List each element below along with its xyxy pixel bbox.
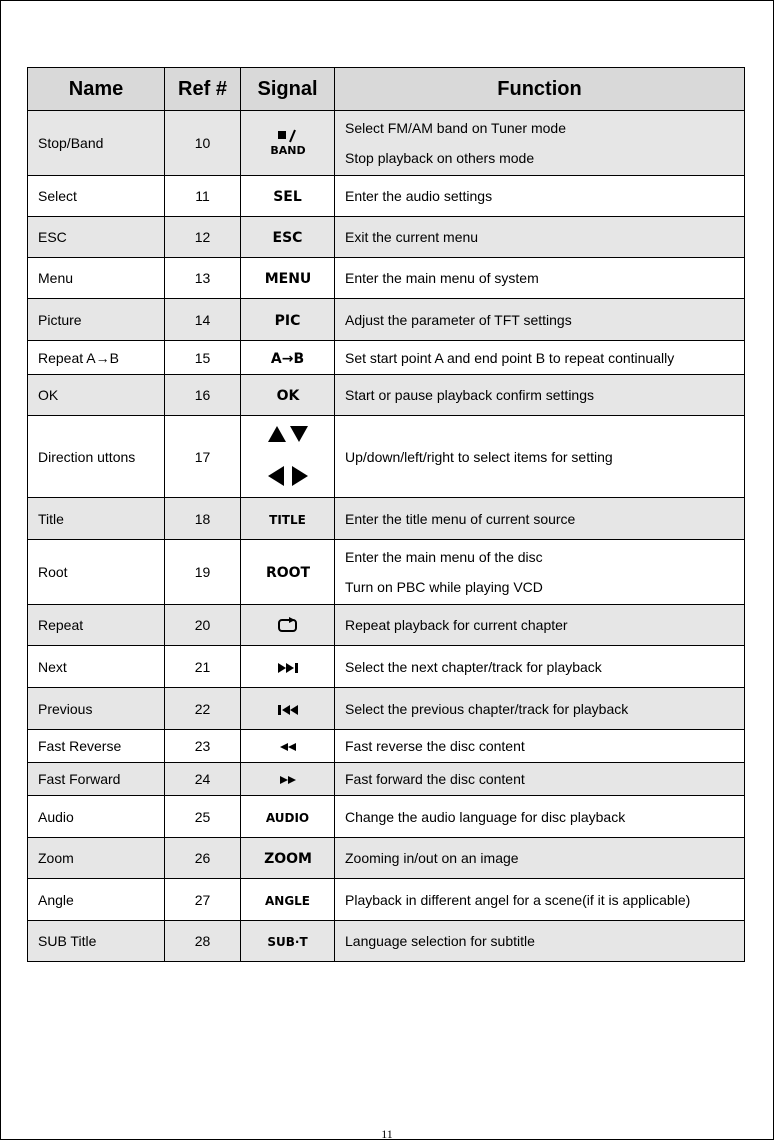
table-header-row <box>28 68 745 111</box>
cell-signal <box>241 605 335 646</box>
cell-ref: 23 <box>165 730 241 763</box>
cell-name: Next <box>28 646 165 688</box>
cell-function <box>335 688 745 730</box>
function-line: Playback in different angel for a scene(if it is applicable) <box>345 891 691 908</box>
cell-ref: 22 <box>165 688 241 730</box>
menu-icon <box>264 269 311 288</box>
table-row <box>28 763 745 796</box>
page-number: 11 <box>381 1127 393 1141</box>
cell-name: Title <box>28 498 165 540</box>
cell-signal <box>241 341 335 375</box>
function-line: Start or pause playback confirm settings <box>345 387 595 403</box>
cell-signal <box>241 646 335 688</box>
cell-name: Fast Forward <box>28 763 165 796</box>
cell-name: Root <box>28 540 165 605</box>
title-icon <box>262 510 313 528</box>
function-line: Enter the main menu of system <box>345 270 539 286</box>
cell-name: Stop/Band <box>28 111 165 176</box>
header-function: Function <box>335 68 745 111</box>
function-line: Adjust the parameter of TFT settings <box>345 311 572 328</box>
cell-name: Angle <box>28 879 165 921</box>
cell-function <box>335 540 745 605</box>
function-line: Enter the title menu of current source <box>345 510 576 527</box>
function-line: Exit the current menu <box>345 229 479 245</box>
cell-name: Select <box>28 176 165 217</box>
svg-text:OK: OK <box>276 388 299 405</box>
function-line: Change the audio language for disc playback <box>345 808 626 825</box>
header-name: Name <box>28 68 165 111</box>
cell-ref: 27 <box>165 879 241 921</box>
table-row <box>28 796 745 838</box>
cell-ref: 28 <box>165 921 241 962</box>
cell-name: Direction uttons <box>28 416 165 498</box>
cell-function <box>335 730 745 763</box>
table-row <box>28 498 745 540</box>
cell-function <box>335 375 745 416</box>
cell-signal <box>241 763 335 796</box>
table-row <box>28 416 745 498</box>
cell-name: Repeat A→B <box>28 341 165 375</box>
header-ref: Ref # <box>165 68 241 111</box>
next-icon <box>276 661 300 675</box>
function-line: Set start point A and end point B to repeat continually <box>345 349 675 366</box>
cell-signal <box>241 111 335 176</box>
cell-ref: 26 <box>165 838 241 879</box>
cell-name: Audio <box>28 796 165 838</box>
esc-icon <box>271 228 304 246</box>
repeat-icon <box>276 616 300 634</box>
cell-name: OK <box>28 375 165 416</box>
cell-name: Menu <box>28 258 165 299</box>
function-line: Fast forward the disc content <box>345 771 525 787</box>
cell-ref: 13 <box>165 258 241 299</box>
function-line: Enter the audio settings <box>345 188 493 204</box>
cell-name: Repeat <box>28 605 165 646</box>
cell-ref: 20 <box>165 605 241 646</box>
repeat-ab-icon <box>271 349 304 367</box>
function-line: Zooming in/out on an image <box>345 850 519 866</box>
table-row <box>28 176 745 217</box>
remote-functions-table <box>27 67 745 962</box>
angle-icon <box>262 891 313 909</box>
cell-ref: 14 <box>165 299 241 341</box>
cell-function <box>335 217 745 258</box>
svg-text:ROOT: ROOT <box>265 565 310 582</box>
svg-text:SEL: SEL <box>273 189 302 206</box>
svg-text:MENU: MENU <box>264 271 311 288</box>
zoom-icon <box>263 849 312 868</box>
cell-name: SUB Title <box>28 921 165 962</box>
sel-icon <box>271 187 304 205</box>
svg-text:A→B: A→B <box>270 350 305 367</box>
table-row <box>28 879 745 921</box>
svg-text:ZOOM: ZOOM <box>263 851 312 868</box>
table-row <box>28 299 745 341</box>
direction-arrows-icon <box>264 424 312 490</box>
cell-name: ESC <box>28 217 165 258</box>
header-signal: Signal <box>241 68 335 111</box>
cell-ref: 16 <box>165 375 241 416</box>
sub-title-icon <box>262 932 313 950</box>
svg-text:BAND: BAND <box>269 144 306 157</box>
cell-function <box>335 921 745 962</box>
cell-signal <box>241 375 335 416</box>
fast-reverse-icon <box>277 741 299 753</box>
cell-signal <box>241 730 335 763</box>
function-line: Stop playback on others mode <box>345 150 535 166</box>
cell-ref: 15 <box>165 341 241 375</box>
cell-function <box>335 796 745 838</box>
root-icon <box>267 563 309 581</box>
cell-function <box>335 176 745 217</box>
previous-icon <box>276 703 300 717</box>
cell-name: Picture <box>28 299 165 341</box>
table-row <box>28 838 745 879</box>
table-row <box>28 646 745 688</box>
cell-signal <box>241 416 335 498</box>
audio-icon <box>262 808 313 826</box>
cell-function <box>335 838 745 879</box>
cell-ref: 21 <box>165 646 241 688</box>
cell-ref: 18 <box>165 498 241 540</box>
function-line: Fast reverse the disc content <box>345 738 525 754</box>
table-row <box>28 921 745 962</box>
cell-signal <box>241 838 335 879</box>
svg-text:PIC: PIC <box>274 312 301 329</box>
table-row <box>28 730 745 763</box>
function-line: Enter the main menu of the disc <box>345 549 543 565</box>
cell-function <box>335 416 745 498</box>
cell-function <box>335 646 745 688</box>
table-row <box>28 605 745 646</box>
function-line: Select FM/AM band on Tuner mode <box>345 120 566 136</box>
cell-function <box>335 879 745 921</box>
cell-signal <box>241 796 335 838</box>
cell-ref: 11 <box>165 176 241 217</box>
cell-function <box>335 605 745 646</box>
function-line: Select the next chapter/track for playback <box>345 658 602 675</box>
table-row <box>28 688 745 730</box>
cell-signal <box>241 921 335 962</box>
svg-text:TITLE: TITLE <box>269 512 306 527</box>
cell-signal <box>241 176 335 217</box>
function-line: Language selection for subtitle <box>345 933 535 949</box>
cell-function <box>335 763 745 796</box>
cell-function <box>335 341 745 375</box>
cell-signal <box>241 498 335 540</box>
cell-ref: 25 <box>165 796 241 838</box>
cell-function <box>335 111 745 176</box>
cell-ref: 12 <box>165 217 241 258</box>
cell-signal <box>241 879 335 921</box>
cell-name: Previous <box>28 688 165 730</box>
function-line: Select the previous chapter/track for playback <box>345 700 629 717</box>
table-row <box>28 341 745 375</box>
cell-function <box>335 498 745 540</box>
table-row <box>28 258 745 299</box>
cell-ref: 17 <box>165 416 241 498</box>
cell-ref: 19 <box>165 540 241 605</box>
cell-signal <box>241 299 335 341</box>
table-row <box>28 375 745 416</box>
cell-signal <box>241 540 335 605</box>
ok-icon <box>275 386 301 404</box>
pic-icon <box>271 311 304 329</box>
cell-name: Fast Reverse <box>28 730 165 763</box>
cell-ref: 24 <box>165 763 241 796</box>
stop-band-icon <box>266 129 310 157</box>
table-row <box>28 111 745 176</box>
svg-text:SUB·T: SUB·T <box>267 935 308 950</box>
cell-function <box>335 258 745 299</box>
svg-text:ANGLE: ANGLE <box>264 893 311 908</box>
function-line: Up/down/left/right to select items for setting <box>345 448 613 465</box>
cell-signal <box>241 688 335 730</box>
cell-signal <box>241 258 335 299</box>
table-row <box>28 217 745 258</box>
cell-signal <box>241 217 335 258</box>
function-line: Repeat playback for current chapter <box>345 617 568 633</box>
svg-text:ESC: ESC <box>272 230 303 247</box>
cell-ref: 10 <box>165 111 241 176</box>
cell-function <box>335 299 745 341</box>
fast-forward-icon <box>277 774 299 786</box>
svg-text:AUDIO: AUDIO <box>265 810 310 825</box>
cell-name: Zoom <box>28 838 165 879</box>
table-row <box>28 540 745 605</box>
function-line: Turn on PBC while playing VCD <box>345 579 543 595</box>
